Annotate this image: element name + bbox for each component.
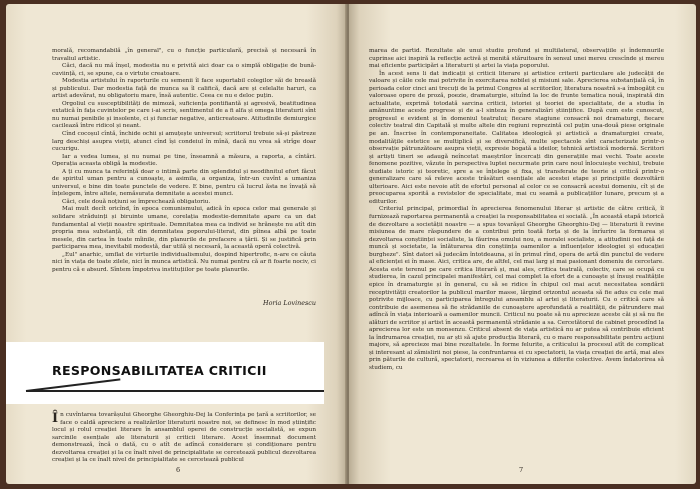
- paragraph: Cînd cocoșul cîntă, închide ochii și amuțește universul; scriitorul trebuie să-și păstreze larg deschiși asupra vieții, atunci cînd își condeiul în mînă, dacă nu vrea să strîge doar cucurigu.: [52, 131, 316, 153]
- paragraph: Căci, cele două noțiuni se împrechează obligatoriu.: [62, 198, 211, 205]
- paragraph: Orgoliul cu susceptibilități de mimoză, suficiența pontifiantă și agresivă, beatitudinea extatică în fața cuvintelor pe care i-ai scris, sentimentul de a fi alfa și omega literaturii sînt nu numai penibile și insolente, ci și funciar negative, anticreatoare. Atitudinile demiurgice cacilează între ridicol și neant.: [52, 100, 316, 130]
- right-page-text: [369, 48, 664, 373]
- paragraph: Criteriul principal, primordial în aprecierea fenomenului literar și artistic de către critică, îl furnizează raportarea permanentă a creației la responsabilitatea ei socială. „În această etapă istorică de dezvoltare a societății noastre — a spus tovarășul Gheorghe Gheorghiu-Dej — literaturii îi revine misiunea de mare răspundere de a contribui prin toată forța și de la înrîurire la formarea și dezvoltarea conștiinței socialiste, la făurirea omului nou, a moralei socialiste, a atitudinii noi față de muncă și societate, la înlăturarea din conștiința oamenilor a influențelor ideologiei și educației burgheze". Sînt datori să judecăm întotdeauna, și în primul rînd, opera de artă din punctul de vedere al eficienței ei în mase. Aici, critica are, de altfel, cel mai larg și mai pasionant domeniu de cercetare. Acesta este terenul pe care critica literară și, mai ales, critica teatrală, colectiv, care se ocupă cu studierea, în cazul principalei manifestări, cel mai complet la efort de a cunoaște și însuși realitățile epice în dramaturgie și în general, cu să se ridice în chipul cel mai acut necesitatea sondării receptivității creatorilor la publicul marilor masse, lărgind orizontul aceasta să fie adus cu cele mai potrivite mijloace, cu participarea întregului ansamblu al artei și literaturii. Cu o critică care să contribuie de asemenea să fie strădaniile de cunoaștere aprofundată a realității, de pătrundere mai adîncă în viața interioară a oamenilor muncii. Criticul nu poate să nu aprecieze aceste căi și să nu fie alături de scriitor și artist în această permanentă strădanie a sa. Cercetătorul de cabinet procedînd la aprecierea lor este un monsenzu. Criticul absent de viața artistică nu ar putea să contribuie eficient la îndrumarea creației, nu ar ști să ajute producția literară, cu o mare responsabilitate pentru acțiuni majore, să aprecieze mai bine rezultatele. În forme felurite, a criticului la procesul atît de complicat și interesant al zămislirii noi piese, la confruntarea ei cu spectatorii, la viața creației de artă, mai ales prin păturile de cultură, spectatorii, recrearea ei în viziunea a diferite colective. Avem îndatorirea să studiem, cu: [369, 206, 664, 371]
- page-number-right: 7: [519, 466, 524, 474]
- paragraph: În acest sens li dat indicații și criticii literare și artistice criterii particulare ale judecății de valoare și căile cele mai potrivite în exercitarea nobilei și misiuni sale. Aprecierea substanțială că, în perioada celor cinci ani trecuți de la primul Congres al scriitorilor, literatura noastră s-a îmbogățit cu valoroase opere de proză, poezie, dramaturgie, situînd la loc de frunte tematica nouă, inspirată din actualitate, exprimă totodată sarcina criticii, istoriei și teoriei de specialitate, de a studia în amănuntime aceste progrese și de a-l sinteza în generalizări științifice. După cum este cunoscut, progresul e evident și în domeniul teatrului; fiecare stagiune consacră noi dramaturgi, fiecare colectiv teatral din Capitală și multe altele din regiuni reprezintă cel puțin una-două piese originale pe an. Înscrise în contemporaneitate. Calitatea ideologică și artistică a dramaturgiei create, modalitățile estetice se multiplică și se diversifică, multe spectacole sînt caracterizate printr-o observație pătrunzătoare asupra vieții, expresie bogată a ideilor, tehnică artistică modernă. Scriitori și artiști tineri se adaugă neîncetat maeștrilor încercați din generațiile mai vechi. Toate aceste fenomene pozitive, văzute în perspectiva luptei necurmate prin care noul înlocuiește vechiul, trebuie studiate istoric și teoretic, spre a se înțelege și fixa, și transferate de teorie și critică printr-o generalizare care să releve aceste trăsături esențiale ale acestei etape și principiile dezvoltării ulterioare. Aici este nevoie atît de efortul personal al celor ce se consacră acestui domeniu, cît și de preocuparea sporită a revistelor de specialitate, mai cu seamă a publicațiilor lunare, precum și a editurilor.: [369, 70, 664, 205]
- paragraph: Modestia artistului în raporturile cu semenii îl face suportabil colegilor săi de breaslă și publicului. Dar modestia față de munca sa îl califică, dacă are și celelalte haruri, ca artist adevărat, nu obligatoriu mare, însă autentic. Ceea ce nu e deloc puțin.: [52, 78, 316, 100]
- paragraph-body: n cuvîntarea tovarășului Gheorghe Gheorghiu-Dej la Conferința pe țară a scriitorilor, se face o caldă apreciere a realizărilor literaturii noastre noi, se definesc în mod științific locul și rolul creației literare în ansamblul operei de construcție socialistă, se expun sarcinile esențiale ale literaturii și criticii literare. Acest însemnat document demonstrează, încă o dată, cu o atît de adîncă considerare și condiționare pentru dezvoltarea creației și la ce înalt nivel de principialitate se cercetează publicul dezvoltarea creației și la ce înalt nivel de principialitate se cercetează publicul: [52, 412, 316, 464]
- drop-cap: Î: [52, 411, 59, 426]
- paragraph: [52, 412, 316, 465]
- paragraph: Mai mult decît oricînd, în epoca comunismului, adică în epoca celor mai generale și solidare străduinți și biruinte umane, corelația modestie-demnitate apare ca un dat fundamental al vieții noastre spirituale. Demnitatea mea ca individ se hrănește nu atît din propria mea substanță, cît din demnitatea poporului-literat, din pîinea albă pe toate mesele, din cartea în toate mîinile, din planurile de prefacere a țării. Și se justifică prin participarea mea, inevitabil modestă, dar utilă și necesară, la această operă colectivă.: [52, 206, 316, 251]
- section-title: RESPONSABILITATEA CRITICII: [52, 363, 267, 378]
- book-spread: [6, 4, 696, 484]
- paragraph: A ți cu munca ta referință doar o intimă parte din splendidul și neodihnitul efort făcut de spiritul uman pentru a cunoaște, a asimila, a organiza, într-un cuvînt a umaniza universul, e bine din toate punctele de vedere. E bine, pentru că lucrul ăsta ne învață să înțelegem, între altele, nemăsurata demnitate a acestei munci.: [52, 168, 316, 198]
- paragraph: „Eul" anarhic, umflat de virturile individualismului, dospind hipertrofic, n-are ce căuta nici în viața de toate zilele, nici în munca artistică. Nu numai pentru că ar fi foarte nociv, ci pentru că e absurd. Sîntem împotriva instituțiilor pe toate planurile.: [52, 251, 316, 273]
- paragraph: morală, recomandabilă „în general", cu o funcție particulară, precisă și necesară în travaliul artistic.: [52, 48, 316, 62]
- banner-rule: [26, 390, 324, 392]
- paragraph: Iar a vedea lumea, și nu numai pe tine, înseamnă a măsura, a raporta, a cîntări. Operația aceasta obligă la modestie.: [52, 153, 316, 168]
- author-signature: Horia Lovinescu: [263, 299, 316, 307]
- left-page: [6, 4, 347, 484]
- page-number-left: 6: [176, 466, 181, 474]
- left-page-text-bottom: [52, 412, 316, 465]
- left-page-text-top: [52, 48, 316, 274]
- paragraph: marea de partid. Rezultate ale unui studiu profund și multilateral, observațiile și îndemnurile cuprinse aici inspiră la reflecție activă și menită stăruitoare în sensul unei mereu crescînde și mereu mai eficiente participări a literaturii și artei la viața poporului.: [369, 48, 664, 70]
- paragraph: Căci, dacă nu mă înșel, modestia nu e privită aici doar ca o simplă obligație de bună-cuviință, ci, se spune, ca o virtute creatoare.: [52, 63, 316, 77]
- right-page: [349, 4, 696, 484]
